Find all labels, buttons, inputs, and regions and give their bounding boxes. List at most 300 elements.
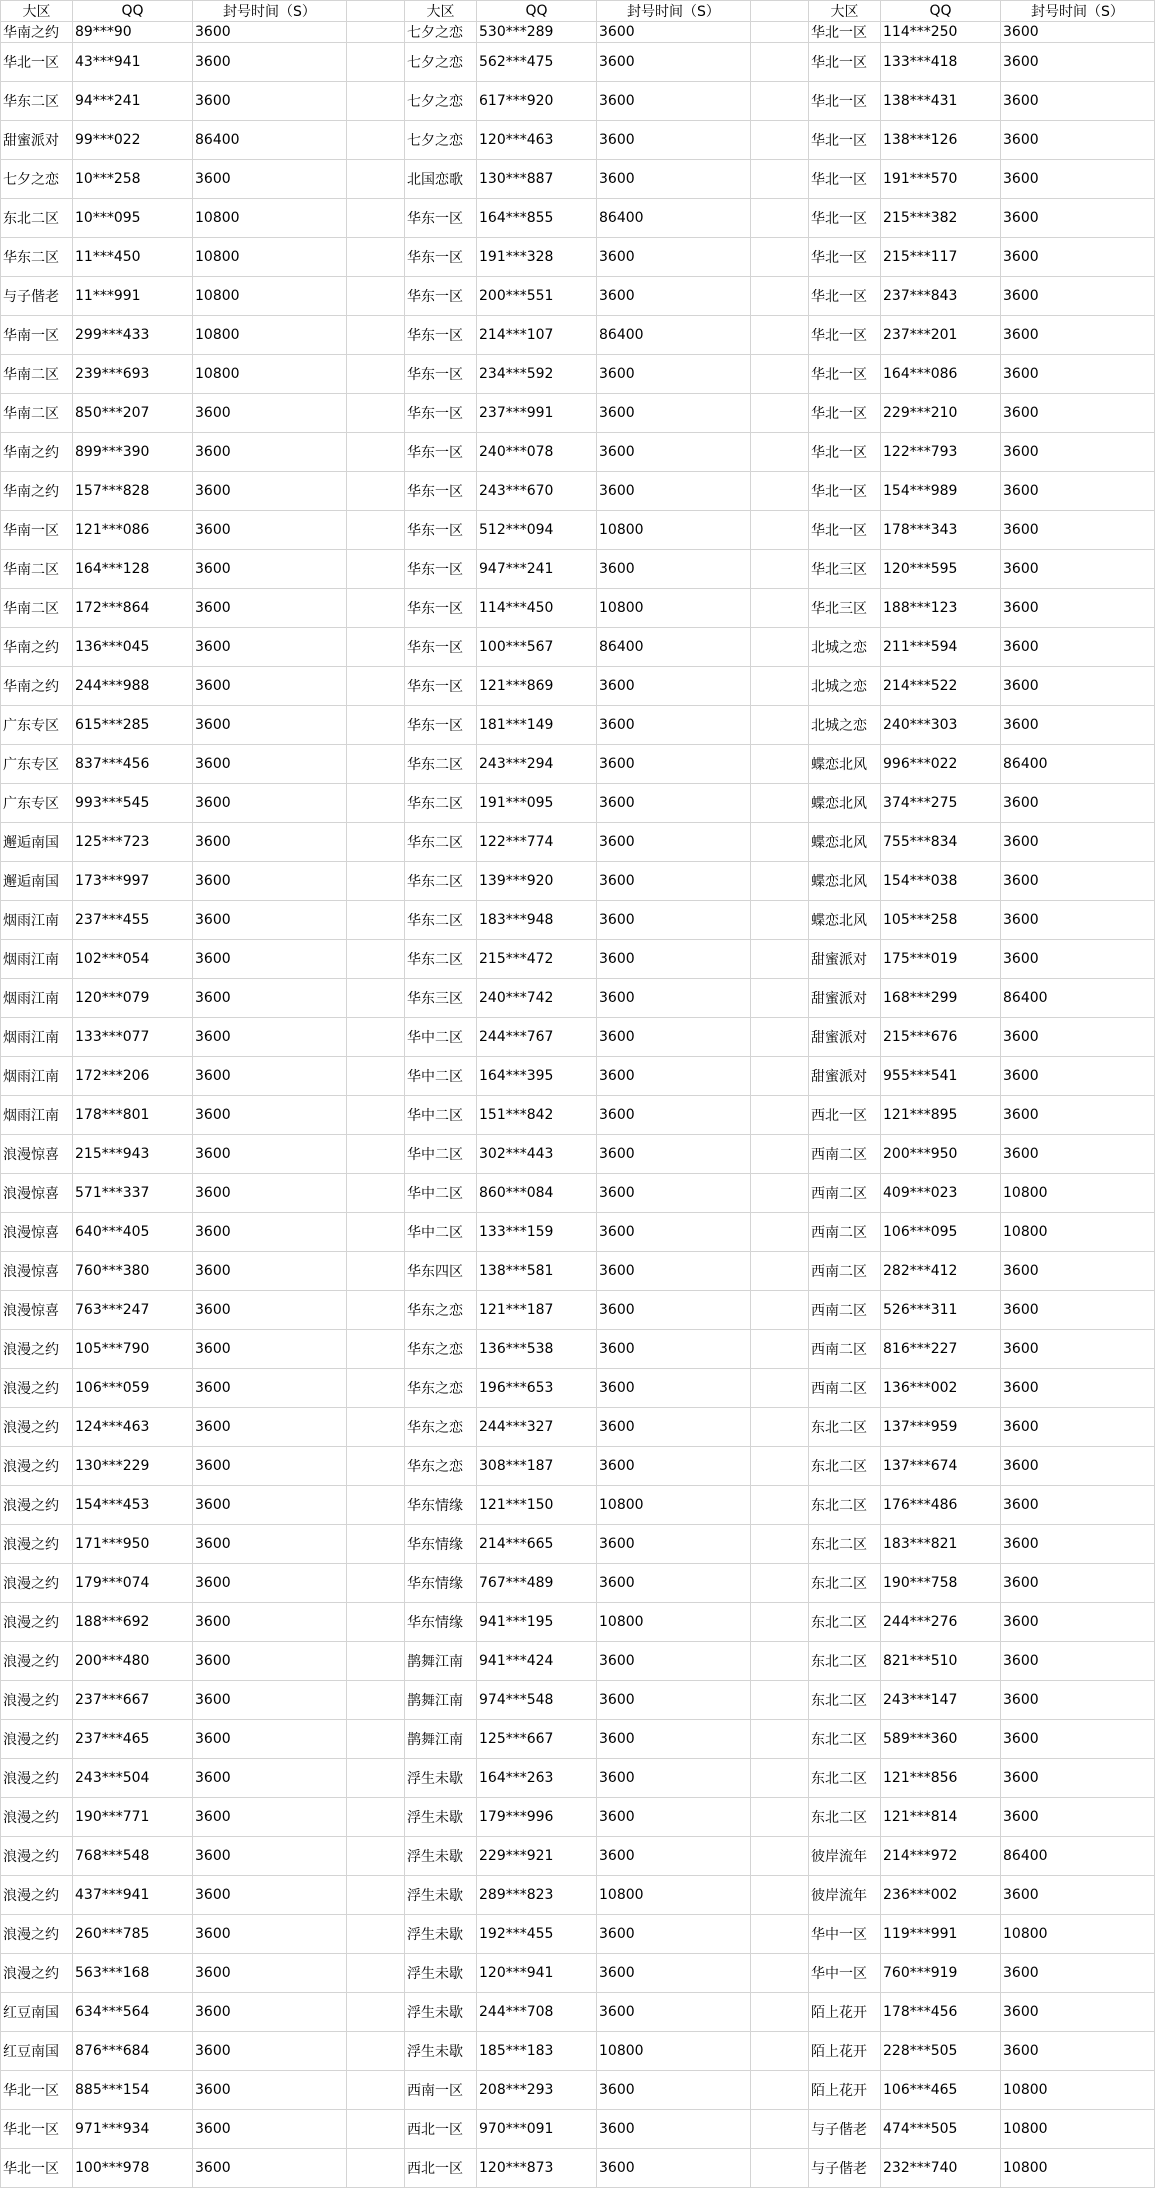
table-row [1,2071,1155,2110]
region-cell: 蝶恋北风 [809,784,881,823]
table-row [1,1135,1155,1174]
spacer-cell [751,22,809,43]
qq-cell: 243***670 [477,472,597,511]
ban-time-cell: 3600 [193,43,347,82]
ban-time-cell: 3600 [1001,784,1155,823]
table-row [1,1876,1155,1915]
ban-time-cell: 3600 [1001,2032,1155,2071]
spacer-cell [347,1876,405,1915]
region-cell: 华北一区 [809,199,881,238]
qq-cell: 208***293 [477,2071,597,2110]
qq-cell: 102***054 [73,940,193,979]
ban-time-cell: 3600 [193,1291,347,1330]
region-cell: 浪漫之约 [1,1876,73,1915]
ban-time-cell: 3600 [1001,1369,1155,1408]
ban-time-cell: 10800 [597,2032,751,2071]
ban-time-cell: 3600 [1001,199,1155,238]
spacer-cell [347,355,405,394]
region-cell: 华东二区 [405,745,477,784]
qq-cell: 589***360 [881,1720,1001,1759]
table-row [1,238,1155,277]
spacer-cell [751,43,809,82]
region-cell: 东北二区 [809,1759,881,1798]
qq-cell: 190***758 [881,1564,1001,1603]
spacer-cell [751,940,809,979]
ban-time-cell: 3600 [1001,667,1155,706]
region-cell: 华东一区 [405,316,477,355]
qq-cell: 183***821 [881,1525,1001,1564]
table-row [1,745,1155,784]
region-cell: 北城之恋 [809,628,881,667]
region-cell: 华北一区 [809,82,881,121]
ban-time-cell: 3600 [193,1408,347,1447]
qq-cell: 640***405 [73,1213,193,1252]
ban-time-cell: 3600 [193,1720,347,1759]
qq-cell: 11***991 [73,277,193,316]
qq-cell: 190***771 [73,1798,193,1837]
spacer-cell [347,1447,405,1486]
qq-cell: 237***455 [73,901,193,940]
ban-time-cell: 10800 [597,1603,751,1642]
spacer-cell [751,628,809,667]
ban-time-cell: 3600 [193,1252,347,1291]
qq-cell: 228***505 [881,2032,1001,2071]
spacer-cell [751,316,809,355]
table-row [1,316,1155,355]
region-cell: 华东情缘 [405,1564,477,1603]
qq-cell: 941***424 [477,1642,597,1681]
ban-time-cell: 3600 [597,1135,751,1174]
qq-cell: 374***275 [881,784,1001,823]
ban-time-cell: 3600 [193,394,347,433]
region-cell: 华中一区 [809,1954,881,1993]
ban-time-cell: 3600 [597,1564,751,1603]
qq-cell: 308***187 [477,1447,597,1486]
region-cell: 华中二区 [405,1213,477,1252]
ban-time-cell: 3600 [597,940,751,979]
region-cell: 华东一区 [405,355,477,394]
spacer-cell [751,511,809,550]
spacer-cell [347,1486,405,1525]
region-cell: 东北二区 [1,199,73,238]
ban-time-cell: 3600 [193,979,347,1018]
region-cell: 华北一区 [809,43,881,82]
region-cell: 华东情缘 [405,1525,477,1564]
qq-cell: 299***433 [73,316,193,355]
header-region: 大区 [1,1,73,22]
ban-time-cell: 3600 [597,1330,751,1369]
ban-time-cell: 3600 [193,1174,347,1213]
region-cell: 华东一区 [405,589,477,628]
spacer-cell [347,784,405,823]
qq-cell: 215***943 [73,1135,193,1174]
ban-time-cell: 10800 [193,277,347,316]
spacer-cell [347,745,405,784]
ban-time-cell: 10800 [597,511,751,550]
qq-cell: 122***774 [477,823,597,862]
qq-cell: 105***258 [881,901,1001,940]
region-cell: 华北三区 [809,589,881,628]
qq-cell: 260***785 [73,1915,193,1954]
table-row [1,1525,1155,1564]
ban-time-cell: 3600 [1001,1330,1155,1369]
table-row [1,2032,1155,2071]
ban-time-cell: 3600 [597,1252,751,1291]
header-ban-time: 封号时间（S） [597,1,751,22]
spacer-cell [751,1798,809,1837]
region-cell: 烟雨江南 [1,901,73,940]
region-cell: 七夕之恋 [405,43,477,82]
region-cell: 西南二区 [809,1330,881,1369]
region-cell: 浪漫之约 [1,1525,73,1564]
region-cell: 浪漫惊喜 [1,1291,73,1330]
header-region: 大区 [809,1,881,22]
region-cell: 东北二区 [809,1525,881,1564]
spacer-cell [751,2110,809,2149]
spacer-cell [751,394,809,433]
region-cell: 华东一区 [405,199,477,238]
header-row [1,1,1155,22]
region-cell: 浪漫之约 [1,1681,73,1720]
spacer-cell [347,1252,405,1291]
region-cell: 与子偕老 [809,2110,881,2149]
qq-cell: 121***187 [477,1291,597,1330]
region-cell: 东北二区 [809,1681,881,1720]
region-cell: 邂逅南国 [1,862,73,901]
qq-cell: 617***920 [477,82,597,121]
qq-cell: 173***997 [73,862,193,901]
spacer-cell [347,1681,405,1720]
qq-cell: 171***950 [73,1525,193,1564]
qq-cell: 130***229 [73,1447,193,1486]
table-row [1,394,1155,433]
spacer-cell [751,238,809,277]
region-cell: 浮生未歇 [405,1954,477,1993]
ban-time-cell: 10800 [193,316,347,355]
ban-time-cell: 3600 [193,1330,347,1369]
qq-cell: 137***674 [881,1447,1001,1486]
ban-time-cell: 3600 [1001,1993,1155,2032]
qq-cell: 214***972 [881,1837,1001,1876]
region-cell: 华中二区 [405,1135,477,1174]
region-cell: 陌上花开 [809,1993,881,2032]
qq-cell: 237***843 [881,277,1001,316]
region-cell: 甜蜜派对 [809,979,881,1018]
table-row [1,160,1155,199]
qq-cell: 244***327 [477,1408,597,1447]
qq-cell: 899***390 [73,433,193,472]
qq-cell: 120***595 [881,550,1001,589]
ban-time-cell: 3600 [193,1057,347,1096]
qq-cell: 192***455 [477,1915,597,1954]
qq-cell: 214***665 [477,1525,597,1564]
spacer-cell [347,940,405,979]
ban-time-cell: 3600 [597,82,751,121]
qq-cell: 151***842 [477,1096,597,1135]
spacer-cell [751,1135,809,1174]
table-row [1,355,1155,394]
region-cell: 邂逅南国 [1,823,73,862]
ban-time-cell: 3600 [193,1954,347,1993]
qq-cell: 229***921 [477,1837,597,1876]
qq-cell: 10***258 [73,160,193,199]
region-cell: 华中二区 [405,1096,477,1135]
qq-cell: 137***959 [881,1408,1001,1447]
ban-time-cell: 3600 [193,82,347,121]
qq-cell: 634***564 [73,1993,193,2032]
table-row [1,2110,1155,2149]
table-row [1,1915,1155,1954]
region-cell: 华东一区 [405,511,477,550]
ban-time-cell: 3600 [1001,277,1155,316]
table-row [1,121,1155,160]
region-cell: 华南一区 [1,511,73,550]
qq-cell: 244***767 [477,1018,597,1057]
spacer-cell [751,121,809,160]
ban-time-cell: 3600 [193,589,347,628]
qq-cell: 188***123 [881,589,1001,628]
spacer-cell [347,160,405,199]
qq-cell: 176***486 [881,1486,1001,1525]
ban-time-cell: 3600 [193,862,347,901]
ban-time-cell: 3600 [1001,1486,1155,1525]
ban-time-cell: 3600 [193,1018,347,1057]
region-cell: 西南二区 [809,1291,881,1330]
qq-cell: 200***551 [477,277,597,316]
ban-time-cell: 3600 [193,2110,347,2149]
ban-time-cell: 3600 [1001,1096,1155,1135]
ban-time-cell: 3600 [193,1642,347,1681]
spacer-cell [347,22,405,43]
spacer-cell [751,1564,809,1603]
qq-cell: 105***790 [73,1330,193,1369]
ban-time-cell: 3600 [1001,1642,1155,1681]
ban-time-cell: 3600 [193,628,347,667]
region-cell: 浪漫之约 [1,1369,73,1408]
region-cell: 华中二区 [405,1057,477,1096]
ban-time-cell: 3600 [1001,1291,1155,1330]
spacer-cell [347,1,405,22]
region-cell: 浪漫之约 [1,1798,73,1837]
ban-time-cell: 3600 [597,22,751,43]
region-cell: 蝶恋北风 [809,745,881,784]
qq-cell: 243***504 [73,1759,193,1798]
qq-cell: 178***456 [881,1993,1001,2032]
region-cell: 甜蜜派对 [1,121,73,160]
region-cell: 华东一区 [405,433,477,472]
qq-cell: 763***247 [73,1291,193,1330]
ban-time-cell: 3600 [597,1798,751,1837]
region-cell: 华南二区 [1,355,73,394]
spacer-cell [347,316,405,355]
spacer-cell [751,2071,809,2110]
ban-time-cell: 3600 [193,1681,347,1720]
qq-cell: 244***988 [73,667,193,706]
table-row [1,1369,1155,1408]
ban-time-cell: 3600 [1001,82,1155,121]
region-cell: 华东二区 [405,940,477,979]
qq-cell: 947***241 [477,550,597,589]
ban-time-cell: 86400 [193,121,347,160]
ban-time-cell: 3600 [597,1525,751,1564]
ban-time-cell: 3600 [597,1018,751,1057]
qq-cell: 172***864 [73,589,193,628]
spacer-cell [751,1330,809,1369]
qq-cell: 243***294 [477,745,597,784]
qq-cell: 191***328 [477,238,597,277]
qq-cell: 229***210 [881,394,1001,433]
region-cell: 鹊舞江南 [405,1720,477,1759]
ban-time-cell: 10800 [1001,2149,1155,2188]
spacer-cell [751,2149,809,2188]
ban-time-cell: 3600 [597,1759,751,1798]
spacer-cell [347,511,405,550]
ban-time-cell: 3600 [1001,1954,1155,1993]
ban-time-cell: 3600 [1001,823,1155,862]
qq-cell: 237***667 [73,1681,193,1720]
qq-cell: 244***708 [477,1993,597,2032]
region-cell: 华北一区 [809,160,881,199]
qq-cell: 240***742 [477,979,597,1018]
region-cell: 烟雨江南 [1,1057,73,1096]
region-cell: 浮生未歇 [405,1759,477,1798]
qq-cell: 100***978 [73,2149,193,2188]
ban-time-cell: 3600 [193,823,347,862]
region-cell: 华东一区 [405,628,477,667]
spacer-cell [347,472,405,511]
spacer-cell [347,862,405,901]
qq-cell: 409***023 [881,1174,1001,1213]
table-row [1,1954,1155,1993]
qq-cell: 214***107 [477,316,597,355]
qq-cell: 512***094 [477,511,597,550]
ban-time-cell: 3600 [1001,940,1155,979]
region-cell: 浪漫之约 [1,1759,73,1798]
ban-time-cell: 3600 [1001,901,1155,940]
region-cell: 浪漫之约 [1,1603,73,1642]
qq-cell: 89***90 [73,22,193,43]
region-cell: 华东二区 [1,238,73,277]
region-cell: 甜蜜派对 [809,1018,881,1057]
spacer-cell [751,1174,809,1213]
ban-time-cell: 3600 [597,43,751,82]
qq-cell: 106***465 [881,2071,1001,2110]
table-row [1,667,1155,706]
spacer-cell [347,433,405,472]
region-cell: 华东一区 [405,550,477,589]
ban-time-cell: 3600 [597,1369,751,1408]
ban-time-cell: 3600 [193,901,347,940]
region-cell: 华北一区 [1,2071,73,2110]
header-region: 大区 [405,1,477,22]
region-cell: 华北一区 [809,22,881,43]
spacer-cell [751,1486,809,1525]
region-cell: 浮生未歇 [405,2032,477,2071]
region-cell: 浪漫惊喜 [1,1174,73,1213]
table-row [1,979,1155,1018]
qq-cell: 955***541 [881,1057,1001,1096]
table-row [1,901,1155,940]
region-cell: 彼岸流年 [809,1876,881,1915]
spacer-cell [751,1252,809,1291]
ban-time-cell: 3600 [193,2071,347,2110]
ban-time-cell: 3600 [193,940,347,979]
header-qq: QQ [881,1,1001,22]
region-cell: 北城之恋 [809,706,881,745]
ban-time-cell: 10800 [1001,1915,1155,1954]
qq-cell: 215***382 [881,199,1001,238]
ban-time-cell: 3600 [597,667,751,706]
spacer-cell [347,1720,405,1759]
region-cell: 东北二区 [809,1720,881,1759]
region-cell: 华东二区 [405,862,477,901]
region-cell: 广东专区 [1,706,73,745]
qq-cell: 178***801 [73,1096,193,1135]
ban-time-cell: 3600 [597,1915,751,1954]
qq-cell: 179***074 [73,1564,193,1603]
qq-cell: 164***086 [881,355,1001,394]
qq-cell: 760***380 [73,1252,193,1291]
region-cell: 华东之恋 [405,1330,477,1369]
ban-time-cell: 3600 [597,1174,751,1213]
spacer-cell [751,433,809,472]
ban-time-cell: 3600 [193,1135,347,1174]
qq-cell: 860***084 [477,1174,597,1213]
table-row [1,1330,1155,1369]
ban-time-cell: 3600 [597,550,751,589]
qq-cell: 164***263 [477,1759,597,1798]
ban-time-cell: 3600 [1001,43,1155,82]
ban-time-cell: 3600 [193,1603,347,1642]
qq-cell: 121***814 [881,1798,1001,1837]
qq-cell: 239***693 [73,355,193,394]
qq-cell: 289***823 [477,1876,597,1915]
region-cell: 东北二区 [809,1408,881,1447]
table-row [1,277,1155,316]
region-cell: 与子偕老 [809,2149,881,2188]
region-cell: 东北二区 [809,1603,881,1642]
region-cell: 华北一区 [809,316,881,355]
region-cell: 烟雨江南 [1,940,73,979]
region-cell: 鹊舞江南 [405,1642,477,1681]
region-cell: 华南二区 [1,550,73,589]
table-row [1,940,1155,979]
qq-cell: 154***989 [881,472,1001,511]
ban-time-cell: 10800 [1001,1174,1155,1213]
spacer-cell [751,1447,809,1486]
ban-time-cell: 3600 [597,238,751,277]
region-cell: 与子偕老 [1,277,73,316]
qq-cell: 121***895 [881,1096,1001,1135]
ban-time-cell: 3600 [597,901,751,940]
ban-time-cell: 3600 [597,1642,751,1681]
ban-time-cell: 3600 [1001,433,1155,472]
ban-time-cell: 3600 [193,550,347,589]
region-cell: 东北二区 [809,1564,881,1603]
ban-time-cell: 86400 [1001,979,1155,1018]
region-cell: 东北二区 [809,1798,881,1837]
table-row [1,823,1155,862]
table-row [1,1096,1155,1135]
table-row [1,1759,1155,1798]
qq-cell: 164***395 [477,1057,597,1096]
region-cell: 蝶恋北风 [809,823,881,862]
qq-cell: 43***941 [73,43,193,82]
qq-cell: 837***456 [73,745,193,784]
region-cell: 红豆南国 [1,2032,73,2071]
qq-cell: 120***873 [477,2149,597,2188]
ban-time-cell: 3600 [193,1096,347,1135]
